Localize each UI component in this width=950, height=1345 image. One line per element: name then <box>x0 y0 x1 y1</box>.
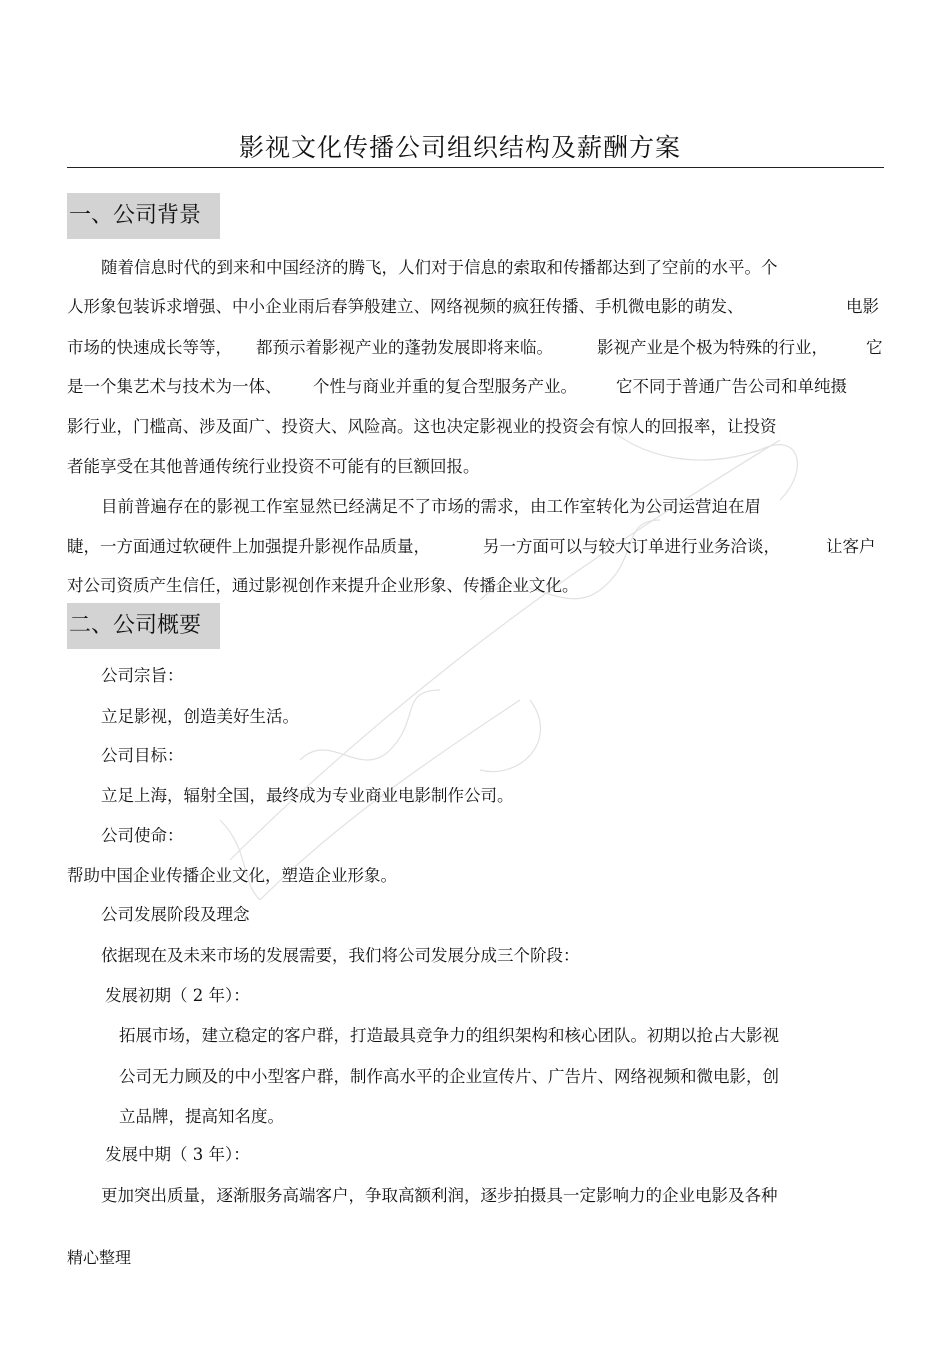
paragraph-line: 公司无力顾及的中小型客户群，制作高水平的企业宣传片、广告片、网络视频和微电影，创 <box>119 1067 779 1086</box>
paragraph-line: 依据现在及未来市场的发展需要，我们将公司发展分成三个阶段： <box>101 946 580 965</box>
paragraph-line: 另一方面可以与较大订单进行业务洽谈， <box>483 537 780 556</box>
paragraph-line: 立足上海，辐射全国，最终成为专业商业电影制作公司。 <box>101 786 514 805</box>
paragraph-line: 随着信息时代的到来和中国经济的腾飞，人们对于信息的索取和传播都达到了空前的水平。个 <box>101 258 778 277</box>
paragraph-line: 立品牌，提高知名度。 <box>119 1107 284 1126</box>
paragraph-line: 拓展市场，建立稳定的客户群，打造最具竞争力的组织架构和核心团队。初期以抢占大影视 <box>119 1026 779 1045</box>
label-line: 公司发展阶段及理念 <box>101 905 250 924</box>
paragraph-line: 让客户 <box>826 537 876 556</box>
paragraph-line: 影行业，门槛高、涉及面广、投资大、风险高。这也决定影视业的投资会有惊人的回报率，让投资 <box>67 417 777 436</box>
paragraph-line: 都预示着影视产业的蓬勃发展即将来临。 <box>256 338 553 357</box>
paragraph-line: 市场的快速成长等等， <box>67 338 232 357</box>
phase-label: 发展中期（ 3 年）： <box>105 1145 250 1164</box>
paragraph-line: 更加突出质量，逐渐服务高端客户，争取高额利润，逐步拍摄具一定影响力的企业电影及各种 <box>101 1186 778 1205</box>
paragraph-line: 电影 <box>846 297 879 316</box>
paragraph-line: 是一个集艺术与技术为一体、 <box>67 377 282 396</box>
label-line: 公司使命： <box>101 826 184 845</box>
paragraph-line: 睫，一方面通过软硬件上加强提升影视作品质量， <box>67 537 430 556</box>
paragraph-line: 目前普遍存在的影视工作室显然已经满足不了市场的需求，由工作室转化为公司运营迫在眉 <box>101 497 761 516</box>
paragraph-line: 者能享受在其他普通传统行业投资不可能有的巨额回报。 <box>67 457 480 476</box>
paragraph-line: 人形象包装诉求增强、中小企业雨后春笋般建立、网络视频的疯狂传播、手机微电影的萌发、 <box>67 297 744 316</box>
document-title: 影视文化传播公司组织结构及薪酬方案 <box>238 133 681 162</box>
phase-label: 发展初期（ 2 年）： <box>105 986 250 1005</box>
section-heading-background: 二、公司概要 <box>67 603 220 649</box>
page-footer: 精心整理 <box>67 1248 132 1267</box>
paragraph-line: 它不同于普通广告公司和单纯摄 <box>616 377 847 396</box>
label-line: 公司目标： <box>101 746 184 765</box>
title-underline <box>67 167 884 168</box>
paragraph-line: 它 <box>866 338 883 357</box>
paragraph-line: 帮助中国企业传播企业文化，塑造企业形象。 <box>67 866 397 885</box>
paragraph-line: 个性与商业并重的复合型服务产业。 <box>313 377 577 396</box>
label-line: 公司宗旨： <box>101 666 184 685</box>
section-heading-background: 一、公司背景 <box>67 193 220 239</box>
paragraph-line: 影视产业是个极为特殊的行业， <box>597 338 828 357</box>
paragraph-line: 立足影视，创造美好生活。 <box>101 707 299 726</box>
paragraph-line: 对公司资质产生信任，通过影视创作来提升企业形象、传播企业文化。 <box>67 576 579 595</box>
